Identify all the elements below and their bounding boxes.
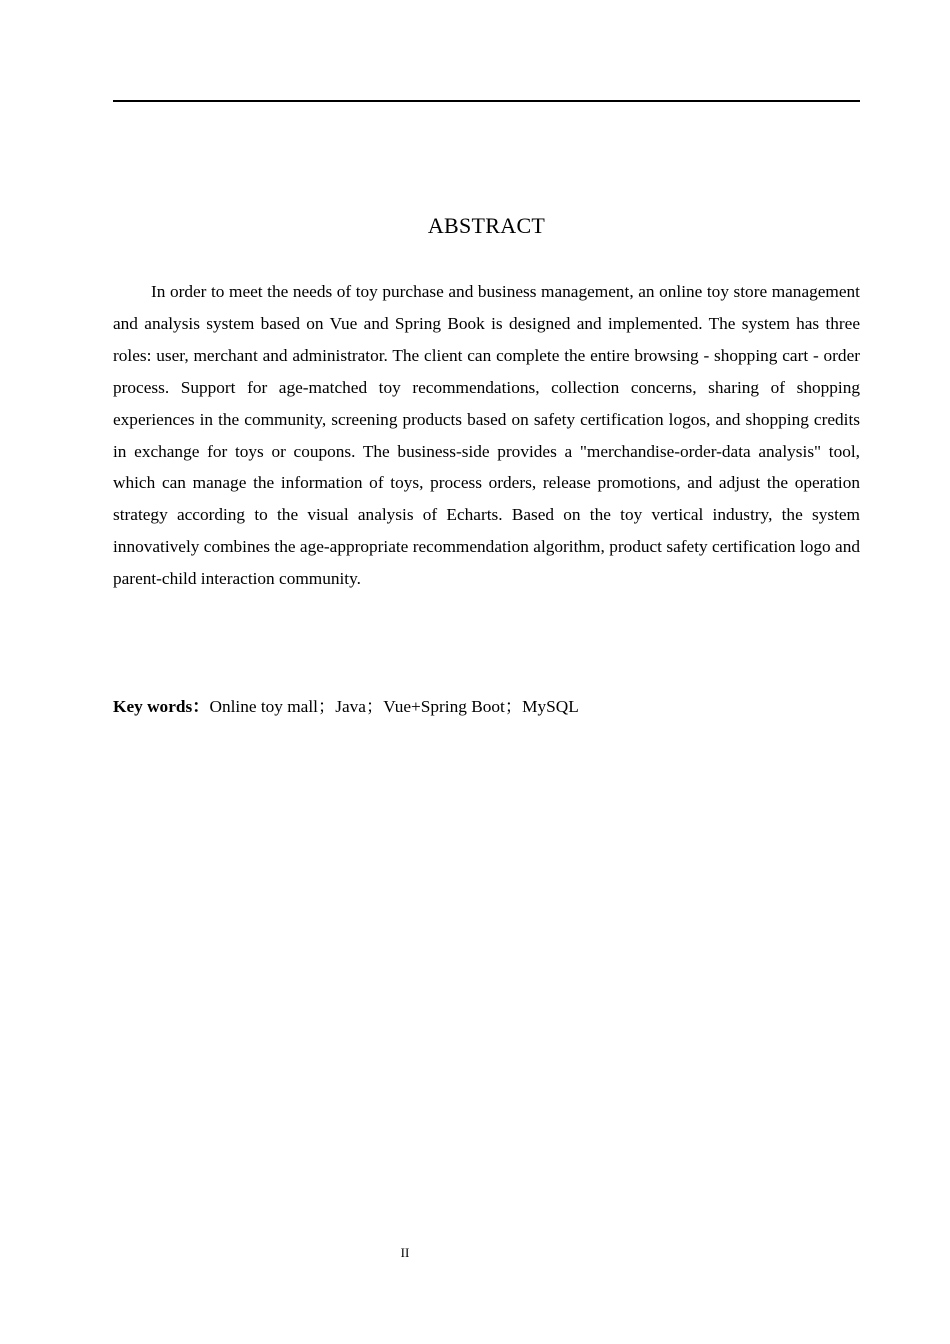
keyword-separator: ； — [365, 697, 384, 716]
keyword-separator: ； — [317, 697, 336, 716]
abstract-title: ABSTRACT — [427, 213, 546, 238]
keyword-item: MySQL — [522, 697, 579, 716]
keywords-label: Key words： — [113, 697, 210, 716]
keyword-item: Online toy mall — [209, 697, 318, 716]
keyword-item: Vue+Spring Boot — [383, 697, 505, 716]
keywords-line — [113, 691, 860, 722]
header-rule — [113, 100, 860, 102]
keyword-item: Java — [335, 697, 366, 716]
page-number: II — [400, 1245, 410, 1260]
keyword-separator: ； — [504, 697, 523, 716]
abstract-body: In order to meet the needs of toy purchase and business management, an online toy store management and analysis system based on Vue and Spring Book is designed and implemented. The system has three roles: user, merchant and administrator. The client can complete the entire browsing - shopping cart - order process. Support for age-matched toy recommendations, collection concerns, sharing of shopping experiences in the community, screening products based on safety certification logos, and shopping credits in exchange for toys or coupons. The business-side provides a "merchandise-order-data analysis" tool, which can manage the information of toys, process orders, release promotions, and adjust the operation strategy according to the visual analysis of Echarts. Based on the toy vertical industry, the system innovatively combines the age-appropriate recommendation algorithm, product safety certification logo and parent-child interaction community. — [113, 282, 860, 589]
